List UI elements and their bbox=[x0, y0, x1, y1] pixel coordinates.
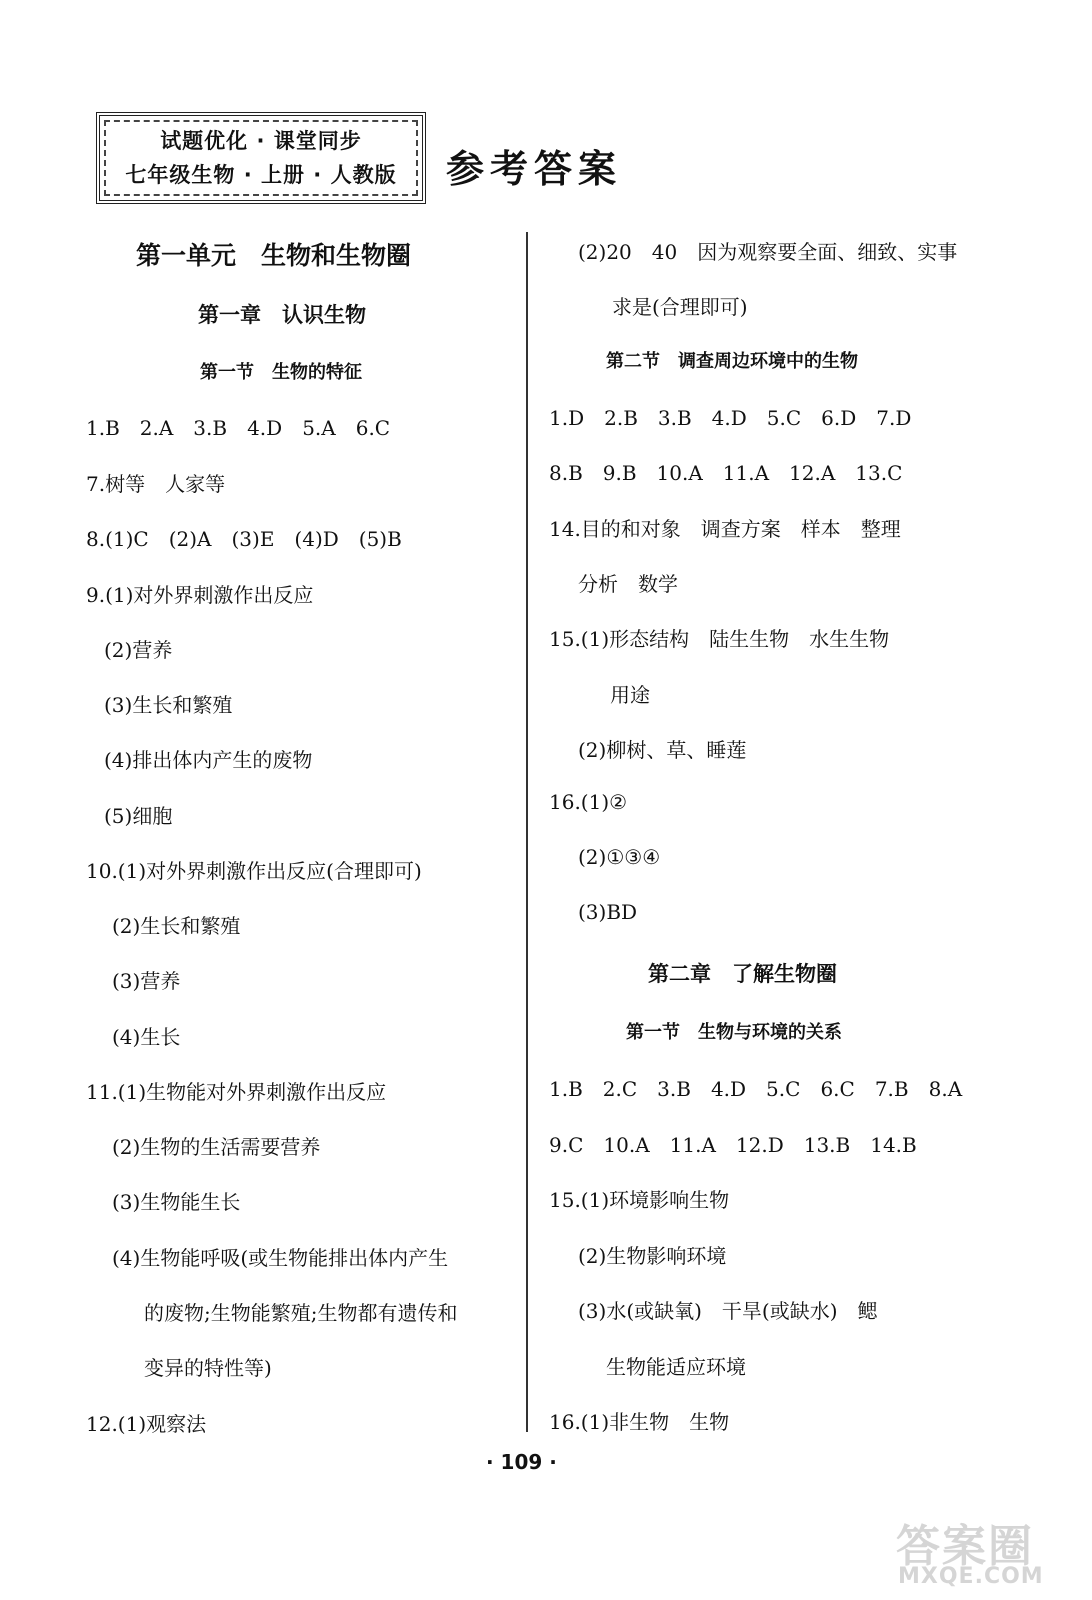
answer-line: (5)细胞 bbox=[104, 804, 173, 828]
answer-line: 10.(1)对外界刺激作出反应(合理即可) bbox=[86, 859, 422, 883]
section-heading: 第一节 生物的特征 bbox=[200, 362, 362, 383]
page-title: 参考答案 bbox=[446, 147, 623, 191]
answer-line: 7.树等 人家等 bbox=[86, 472, 226, 496]
answer-line: (4)生物能呼吸(或生物能排出体内产生 bbox=[112, 1246, 449, 1270]
answer-line: 生物能适应环境 bbox=[606, 1355, 746, 1379]
answer-line: 8.(1)C (2)A (3)E (4)D (5)B bbox=[86, 527, 402, 551]
answer-line: (4)生长 bbox=[112, 1025, 181, 1049]
chapter-heading: 第一章 认识生物 bbox=[198, 303, 366, 327]
answer-line: 8.B 9.B 10.A 11.A 12.A 13.C bbox=[549, 461, 903, 485]
answer-line: 11.(1)生物能对外界刺激作出反应 bbox=[86, 1080, 387, 1104]
answer-line: 1.D 2.B 3.B 4.D 5.C 6.D 7.D bbox=[549, 406, 912, 430]
series-label-box bbox=[96, 112, 426, 204]
series-title: 试题优化 · 课堂同步 bbox=[160, 129, 362, 153]
answer-line: 用途 bbox=[610, 683, 650, 707]
answer-line: 1.B 2.A 3.B 4.D 5.A 6.C bbox=[86, 416, 391, 440]
answer-line: (2)营养 bbox=[104, 638, 173, 662]
answer-line: (2)20 40 因为观察要全面、细致、实事 bbox=[578, 240, 958, 264]
answer-line: 变异的特性等) bbox=[144, 1356, 272, 1380]
answer-line: (3)生长和繁殖 bbox=[104, 693, 233, 717]
watermark-url: MXQE.COM bbox=[898, 1564, 1044, 1589]
answer-line: 求是(合理即可) bbox=[612, 295, 748, 319]
answer-line: (3)生物能生长 bbox=[112, 1190, 241, 1214]
answer-line: (3)BD bbox=[578, 900, 638, 924]
answer-line: (4)排出体内产生的废物 bbox=[104, 748, 313, 772]
chapter-heading: 第二章 了解生物圈 bbox=[648, 962, 837, 986]
answer-line: (2)生物影响环境 bbox=[578, 1244, 727, 1268]
answer-line: (3)水(或缺氧) 干旱(或缺水) 鳃 bbox=[578, 1299, 878, 1323]
answer-line: (3)营养 bbox=[112, 969, 181, 993]
answer-line: (2)柳树、草、睡莲 bbox=[578, 738, 747, 762]
answer-line: 14.目的和对象 调查方案 样本 整理 bbox=[549, 517, 901, 541]
section-heading: 第二节 调查周边环境中的生物 bbox=[606, 351, 858, 372]
answer-line: 9.(1)对外界刺激作出反应 bbox=[86, 583, 314, 607]
grade-subject-label: 七年级生物 · 上册 · 人教版 bbox=[125, 163, 397, 187]
answer-line: 分析 数学 bbox=[578, 572, 678, 596]
answer-line: (2)生长和繁殖 bbox=[112, 914, 241, 938]
page-number: · 109 · bbox=[486, 1450, 557, 1474]
watermark-text: 答案圈 bbox=[896, 1521, 1034, 1572]
column-divider bbox=[526, 232, 528, 1432]
section-heading: 第一节 生物与环境的关系 bbox=[626, 1022, 842, 1043]
answer-line: 9.C 10.A 11.A 12.D 13.B 14.B bbox=[549, 1133, 917, 1157]
watermark-logo bbox=[892, 1510, 1082, 1594]
unit-heading: 第一单元 生物和生物圈 bbox=[136, 241, 412, 270]
answer-line: 16.(1)② bbox=[549, 790, 628, 814]
answer-line: 15.(1)形态结构 陆生生物 水生生物 bbox=[549, 627, 890, 651]
answer-line: 12.(1)观察法 bbox=[86, 1412, 207, 1436]
answer-line: 1.B 2.C 3.B 4.D 5.C 6.C 7.B 8.A bbox=[549, 1077, 963, 1101]
answer-line: 15.(1)环境影响生物 bbox=[549, 1188, 730, 1212]
answer-line: 的废物;生物能繁殖;生物都有遗传和 bbox=[144, 1301, 458, 1325]
answer-line: (2)生物的生活需要营养 bbox=[112, 1135, 321, 1159]
answer-line: (2)①③④ bbox=[578, 845, 661, 869]
answer-line: 16.(1)非生物 生物 bbox=[549, 1410, 730, 1434]
